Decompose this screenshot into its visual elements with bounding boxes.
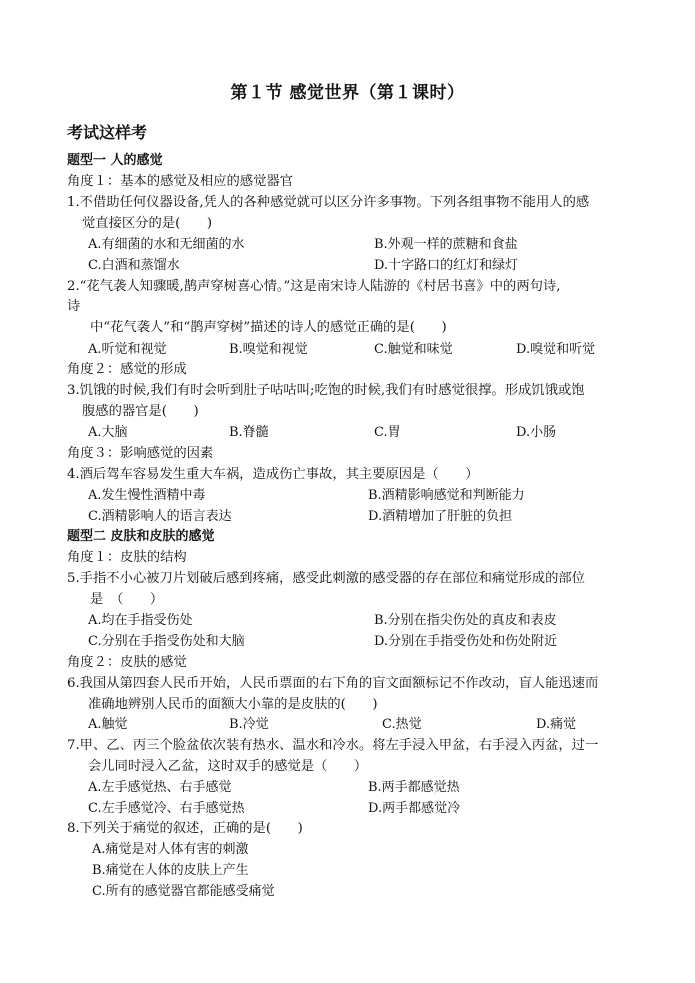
question-7-option-a: A.左手感觉热、右手感觉 xyxy=(88,780,232,795)
question-1-stem-cont: 觉直接区分的是( ) xyxy=(82,216,213,231)
question-5-option-b: B.分别在指尖伤处的真皮和表皮 xyxy=(374,613,557,628)
question-2-stem: 2.“花气袭人知骤暖,鹊声穿树喜心情。”这是南宋诗人陆游的《村居书喜》中的两句诗, xyxy=(67,279,561,294)
question-7-stem: 7.甲、乙、丙三个脸盆依次装有热水、温水和冷水。将左手浸入甲盆，右手浸入丙盆，过一 xyxy=(67,738,599,753)
question-4-stem: 4.酒后驾车容易发生重大车祸，造成伤亡事故，其主要原因是（ ） xyxy=(67,467,479,482)
question-1-stem: 1.不借助任何仪器设备,凭人的各种感觉就可以区分许多事物。下列各组事物不能用人的感 xyxy=(67,195,590,210)
question-3-option-a: A.大脑 xyxy=(88,425,128,440)
question-2-option-b: B.嗅觉和视觉 xyxy=(229,342,308,357)
question-6-option-a: A.触觉 xyxy=(88,717,128,732)
question-2-option-c: C.触觉和味觉 xyxy=(374,342,453,357)
question-3-option-b: B.脊髓 xyxy=(229,425,269,440)
question-3-stem-cont: 腹感的器官是( ) xyxy=(82,404,199,419)
question-5-option-a: A.均在手指受伤处 xyxy=(88,613,193,628)
question-3-option-d: D.小肠 xyxy=(516,425,557,440)
question-5-option-d: D.分别在手指受伤处和伤处附近 xyxy=(374,634,558,649)
question-3-option-c: C.胃 xyxy=(374,425,401,440)
angle-heading-2: 角度２：感觉的形成 xyxy=(67,362,187,377)
question-3-stem: 3.饥饿的时候,我们有时会听到肚子咕咕叫;吃饱的时候,我们有时感觉很撑。形成饥饿或饱 xyxy=(67,383,585,398)
question-1-option-a: A.有细菌的水和无细菌的水 xyxy=(88,237,245,252)
question-4-option-b: B.酒精影响感觉和判断能力 xyxy=(368,488,525,503)
question-5-stem-cont: 是 （ ） xyxy=(90,592,164,607)
question-6-stem: 6.我国从第四套人民币开始，人民币票面的右下角的盲文面额标记不作改动，盲人能迅速而 xyxy=(67,676,599,691)
question-4-option-c: C.酒精影响人的语言表达 xyxy=(88,509,232,524)
question-1-option-c: C.白酒和蒸馏水 xyxy=(88,258,180,273)
question-8-option-a: A.痛觉是对人体有害的刺激 xyxy=(92,842,249,857)
question-7-option-b: B.两手都感觉热 xyxy=(368,780,460,795)
question-8-stem: 8.下列关于痛觉的叙述，正确的是( ) xyxy=(67,821,303,836)
question-2-stem-cont-2: 中“花气袭人”和“鹊声穿树”描述的诗人的感觉正确的是( ) xyxy=(90,320,447,335)
question-6-option-b: B.冷觉 xyxy=(229,717,269,732)
angle-heading-4: 角度１：皮肤的结构 xyxy=(67,550,187,565)
question-1-option-b: B.外观一样的蔗糖和食盐 xyxy=(374,237,518,252)
angle-heading-5: 角度２：皮肤的感觉 xyxy=(67,655,187,670)
page-title: 第１节 感觉世界（第１课时） xyxy=(230,83,465,103)
question-2-stem-cont: 诗 xyxy=(67,299,81,314)
question-7-stem-cont: 会儿同时浸入乙盆，这时双手的感觉是（ ） xyxy=(88,759,368,774)
question-6-option-c: C.热觉 xyxy=(382,717,422,732)
question-7-option-d: D.两手都感觉冷 xyxy=(368,801,461,816)
question-2-option-d: D.嗅觉和听觉 xyxy=(516,342,596,357)
question-2-option-a: A.听觉和视觉 xyxy=(88,342,167,357)
question-6-stem-cont: 准确地辨别人民币的面额大小靠的是皮肤的( ) xyxy=(88,697,378,712)
topic-heading-2: 题型二 皮肤和皮肤的感觉 xyxy=(67,529,215,544)
question-4-option-d: D.酒精增加了肝脏的负担 xyxy=(368,509,513,524)
question-5-option-c: C.分别在手指受伤处和大脑 xyxy=(88,634,245,649)
question-6-option-d: D.痛觉 xyxy=(536,717,577,732)
angle-heading-1: 角度１：基本的感觉及相应的感觉器官 xyxy=(67,174,294,189)
question-8-option-b: B.痛觉在人体的皮肤上产生 xyxy=(92,863,249,878)
question-1-option-d: D.十字路口的红灯和绿灯 xyxy=(374,258,519,273)
question-4-option-a: A.发生慢性酒精中毒 xyxy=(88,488,206,503)
section-heading: 考试这样考 xyxy=(67,123,148,142)
question-5-stem: 5.手指不小心被刀片划破后感到疼痛，感受此刺激的感受器的存在部位和痛觉形成的部位 xyxy=(67,571,585,586)
topic-heading-1: 题型一 人的感觉 xyxy=(67,153,163,168)
angle-heading-3: 角度３：影响感觉的因素 xyxy=(67,446,214,461)
question-8-option-c: C.所有的感觉器官都能感受痛觉 xyxy=(92,884,275,899)
question-7-option-c: C.左手感觉冷、右手感觉热 xyxy=(88,801,245,816)
